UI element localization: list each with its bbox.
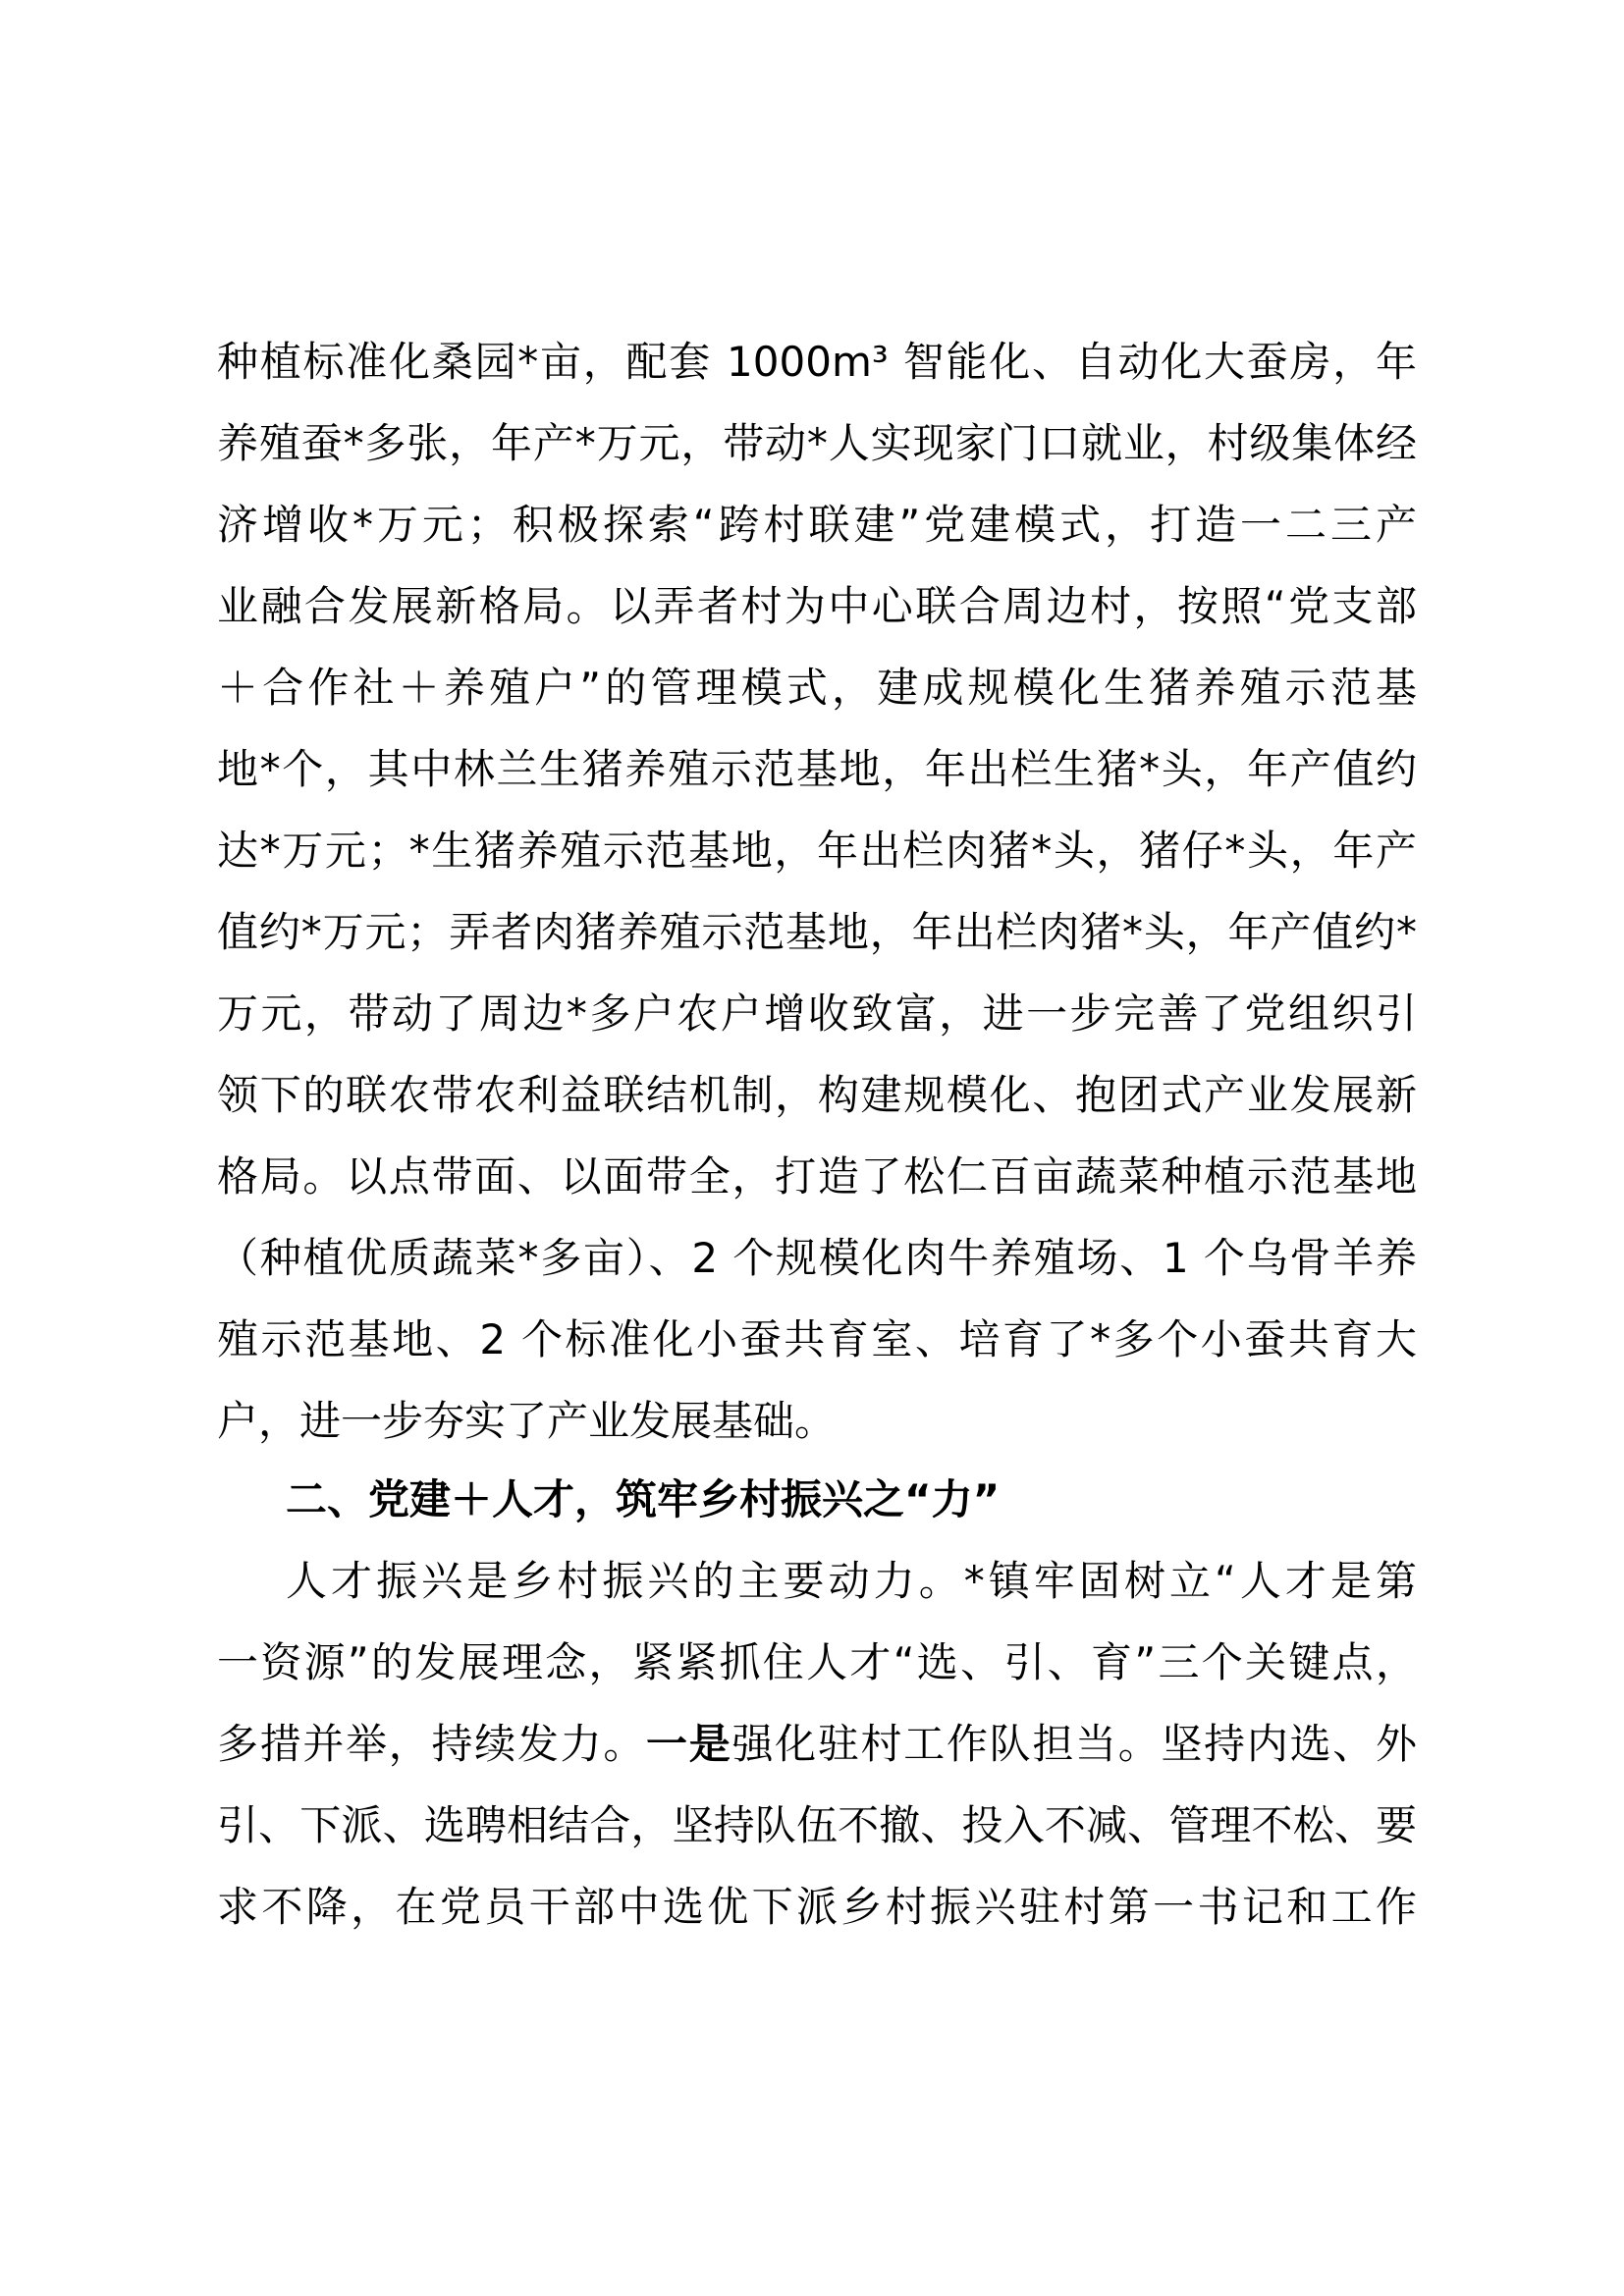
paragraph-line: 达*万元；*生猪养殖示范基地，年出栏肉猪*头，猪仔*头，年产 (217, 827, 1417, 875)
section-heading-block (217, 1459, 1417, 1540)
paragraph-line: 户，进一步夯实了产业发展基础。 (217, 1397, 837, 1445)
paragraph-line: 领下的联农带农利益联结机制，构建规模化、抱团式产业发展新 (217, 1071, 1417, 1119)
paragraph-line: 种植标准化桑园*亩，配套 1000m³ 智能化、自动化大蚕房，年 (217, 338, 1417, 386)
paragraph-line: 业融合发展新格局。以弄者村为中心联合周边村，按照“党支部 (217, 582, 1417, 630)
emphasis-first-point: 一是 (646, 1720, 732, 1768)
line-text: 多措并举，持续发力。 (217, 1720, 647, 1768)
paragraph-line: 殖示范基地、2 个标准化小蚕共育室、培育了*多个小蚕共育大 (217, 1315, 1417, 1363)
paragraph-line: 济增收*万元；积极探索“跨村联建”党建模式，打造一二三产 (217, 501, 1417, 549)
paragraph-line: 一资源”的发展理念，紧紧抓住人才“选、引、育”三个关键点， (217, 1638, 1417, 1686)
paragraph-line: 格局。以点带面、以面带全，打造了松仁百亩蔬菜种植示范基地 (217, 1152, 1417, 1201)
paragraph-industry-development (217, 321, 1417, 1462)
paragraph-line: （种植优质蔬菜*多亩）、2 个规模化肉牛养殖场、1 个乌骨羊养 (217, 1234, 1417, 1282)
paragraph-line: 万元，带动了周边*多户农户增收致富，进一步完善了党组织引 (217, 989, 1417, 1038)
paragraph-line: 求不降，在党员干部中选优下派乡村振兴驻村第一书记和工作 (217, 1883, 1417, 1931)
paragraph-line: ＋合作社＋养殖户”的管理模式，建成规模化生猪养殖示范基 (217, 664, 1417, 712)
paragraph-talent (217, 1540, 1417, 1948)
section-heading: 二、党建＋人才，筑牢乡村振兴之“力” (286, 1475, 1001, 1523)
paragraph-line: 值约*万元；弄者肉猪养殖示范基地，年出栏肉猪*头，年产值约* (217, 908, 1417, 956)
paragraph-line (217, 1703, 1417, 1785)
paragraph-line: 地*个，其中林兰生猪养殖示范基地，年出栏生猪*头，年产值约 (217, 745, 1417, 793)
line-text: 强化驻村工作队担当。坚持内选、外 (731, 1720, 1417, 1768)
paragraph-line: 人才振兴是乡村振兴的主要动力。*镇牢固树立“人才是第 (286, 1557, 1417, 1605)
paragraph-line: 引、下派、选聘相结合，坚持队伍不撤、投入不减、管理不松、要 (217, 1801, 1417, 1849)
paragraph-line: 养殖蚕*多张，年产*万元，带动*人实现家门口就业，村级集体经 (217, 419, 1417, 467)
